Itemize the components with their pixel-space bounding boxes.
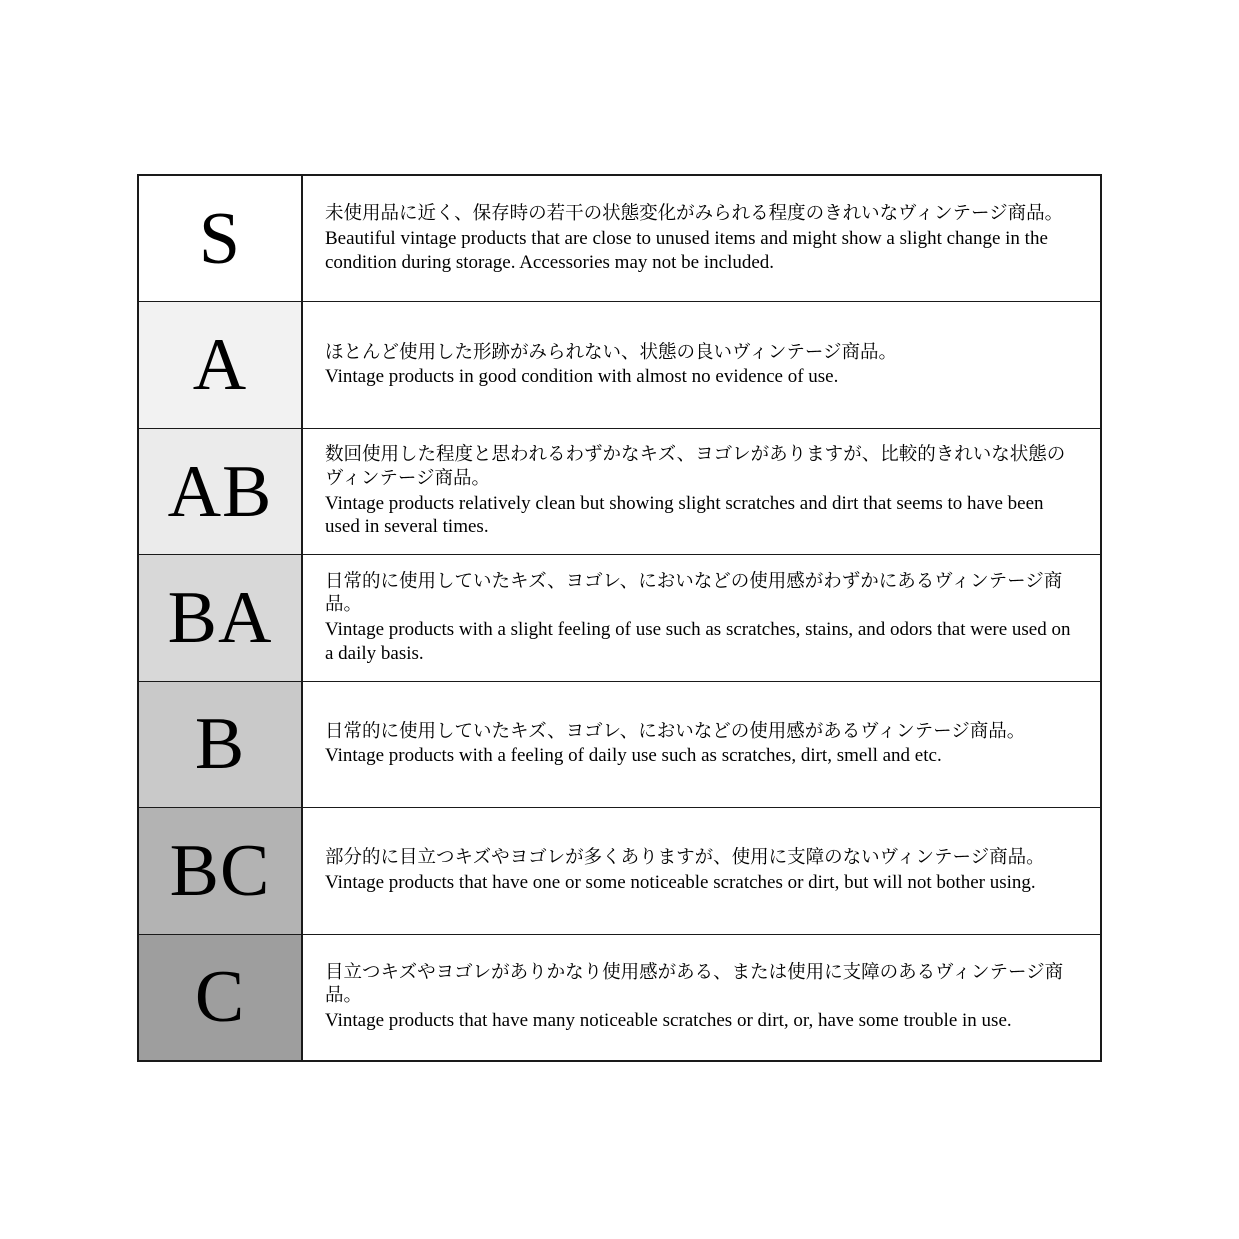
description-japanese: ほとんど使用した形跡がみられない、状態の良いヴィンテージ商品。	[325, 342, 898, 363]
description-cell	[303, 808, 1100, 933]
description-cell	[303, 176, 1100, 301]
description-japanese: 日常的に使用していたキズ、ヨゴレ、においなどの使用感がわずかにあるヴィンテージ商品。	[325, 571, 1063, 616]
description-japanese: 目立つキズやヨゴレがありかなり使用感がある、または使用に支障のあるヴィンテージ商品。	[325, 962, 1064, 1007]
description-english: Vintage products with a feeling of daily use such as scratches, dirt, smell and etc.	[325, 745, 942, 767]
table-row	[139, 429, 1100, 555]
description-english: Vintage products with a slight feeling of use such as scratches, stains, and odors that were used on a daily basis.	[325, 619, 1071, 664]
description-english: Vintage products in good condition with almost no evidence of use.	[325, 366, 839, 388]
description-cell	[303, 429, 1100, 554]
grade-cell	[139, 682, 303, 807]
grade-cell	[139, 302, 303, 427]
description-english: Vintage products that have one or some noticeable scratches or dirt, but will not bother using.	[325, 871, 1036, 893]
description-english: Beautiful vintage products that are close to unused items and might show a slight change in the condition during storage. Accessories may not be included.	[325, 228, 1048, 273]
grade-cell	[139, 429, 303, 554]
description-cell	[303, 555, 1100, 680]
description-cell	[303, 682, 1100, 807]
grade-letter: C	[194, 956, 246, 1039]
table-row	[139, 808, 1100, 934]
grade-cell	[139, 176, 303, 301]
description-cell	[303, 302, 1100, 427]
grade-letter: S	[198, 197, 242, 280]
description-english: Vintage products that have many noticeable scratches or dirt, or, have some trouble in use.	[325, 1010, 1012, 1032]
grade-letter: BC	[169, 829, 271, 912]
table-row	[139, 935, 1100, 1060]
table-row	[139, 555, 1100, 681]
grade-cell	[139, 555, 303, 680]
table-row	[139, 302, 1100, 428]
grade-letter: BA	[167, 576, 273, 659]
description-japanese: 部分的に目立つキズやヨゴレが多くありますが、使用に支障のないヴィンテージ商品。	[325, 848, 1045, 869]
grade-cell	[139, 935, 303, 1060]
description-japanese: 日常的に使用していたキズ、ヨゴレ、においなどの使用感があるヴィンテージ商品。	[325, 721, 1026, 742]
grade-cell	[139, 808, 303, 933]
table-row	[139, 682, 1100, 808]
condition-grade-table	[137, 174, 1102, 1062]
description-japanese: 数回使用した程度と思われるわずかなキズ、ヨゴレがありますが、比較的きれいな状態のヴィンテージ商品。	[325, 445, 1066, 489]
description-english: Vintage products relatively clean but showing slight scratches and dirt that seems to have been used in several times.	[325, 492, 1044, 538]
grade-letter: B	[194, 703, 246, 786]
description-cell	[303, 935, 1100, 1060]
grade-letter: AB	[167, 450, 273, 533]
grade-letter: A	[192, 324, 248, 407]
description-japanese: 未使用品に近く、保存時の若干の状態変化がみられる程度のきれいなヴィンテージ商品。	[325, 204, 1064, 225]
table-row	[139, 176, 1100, 302]
